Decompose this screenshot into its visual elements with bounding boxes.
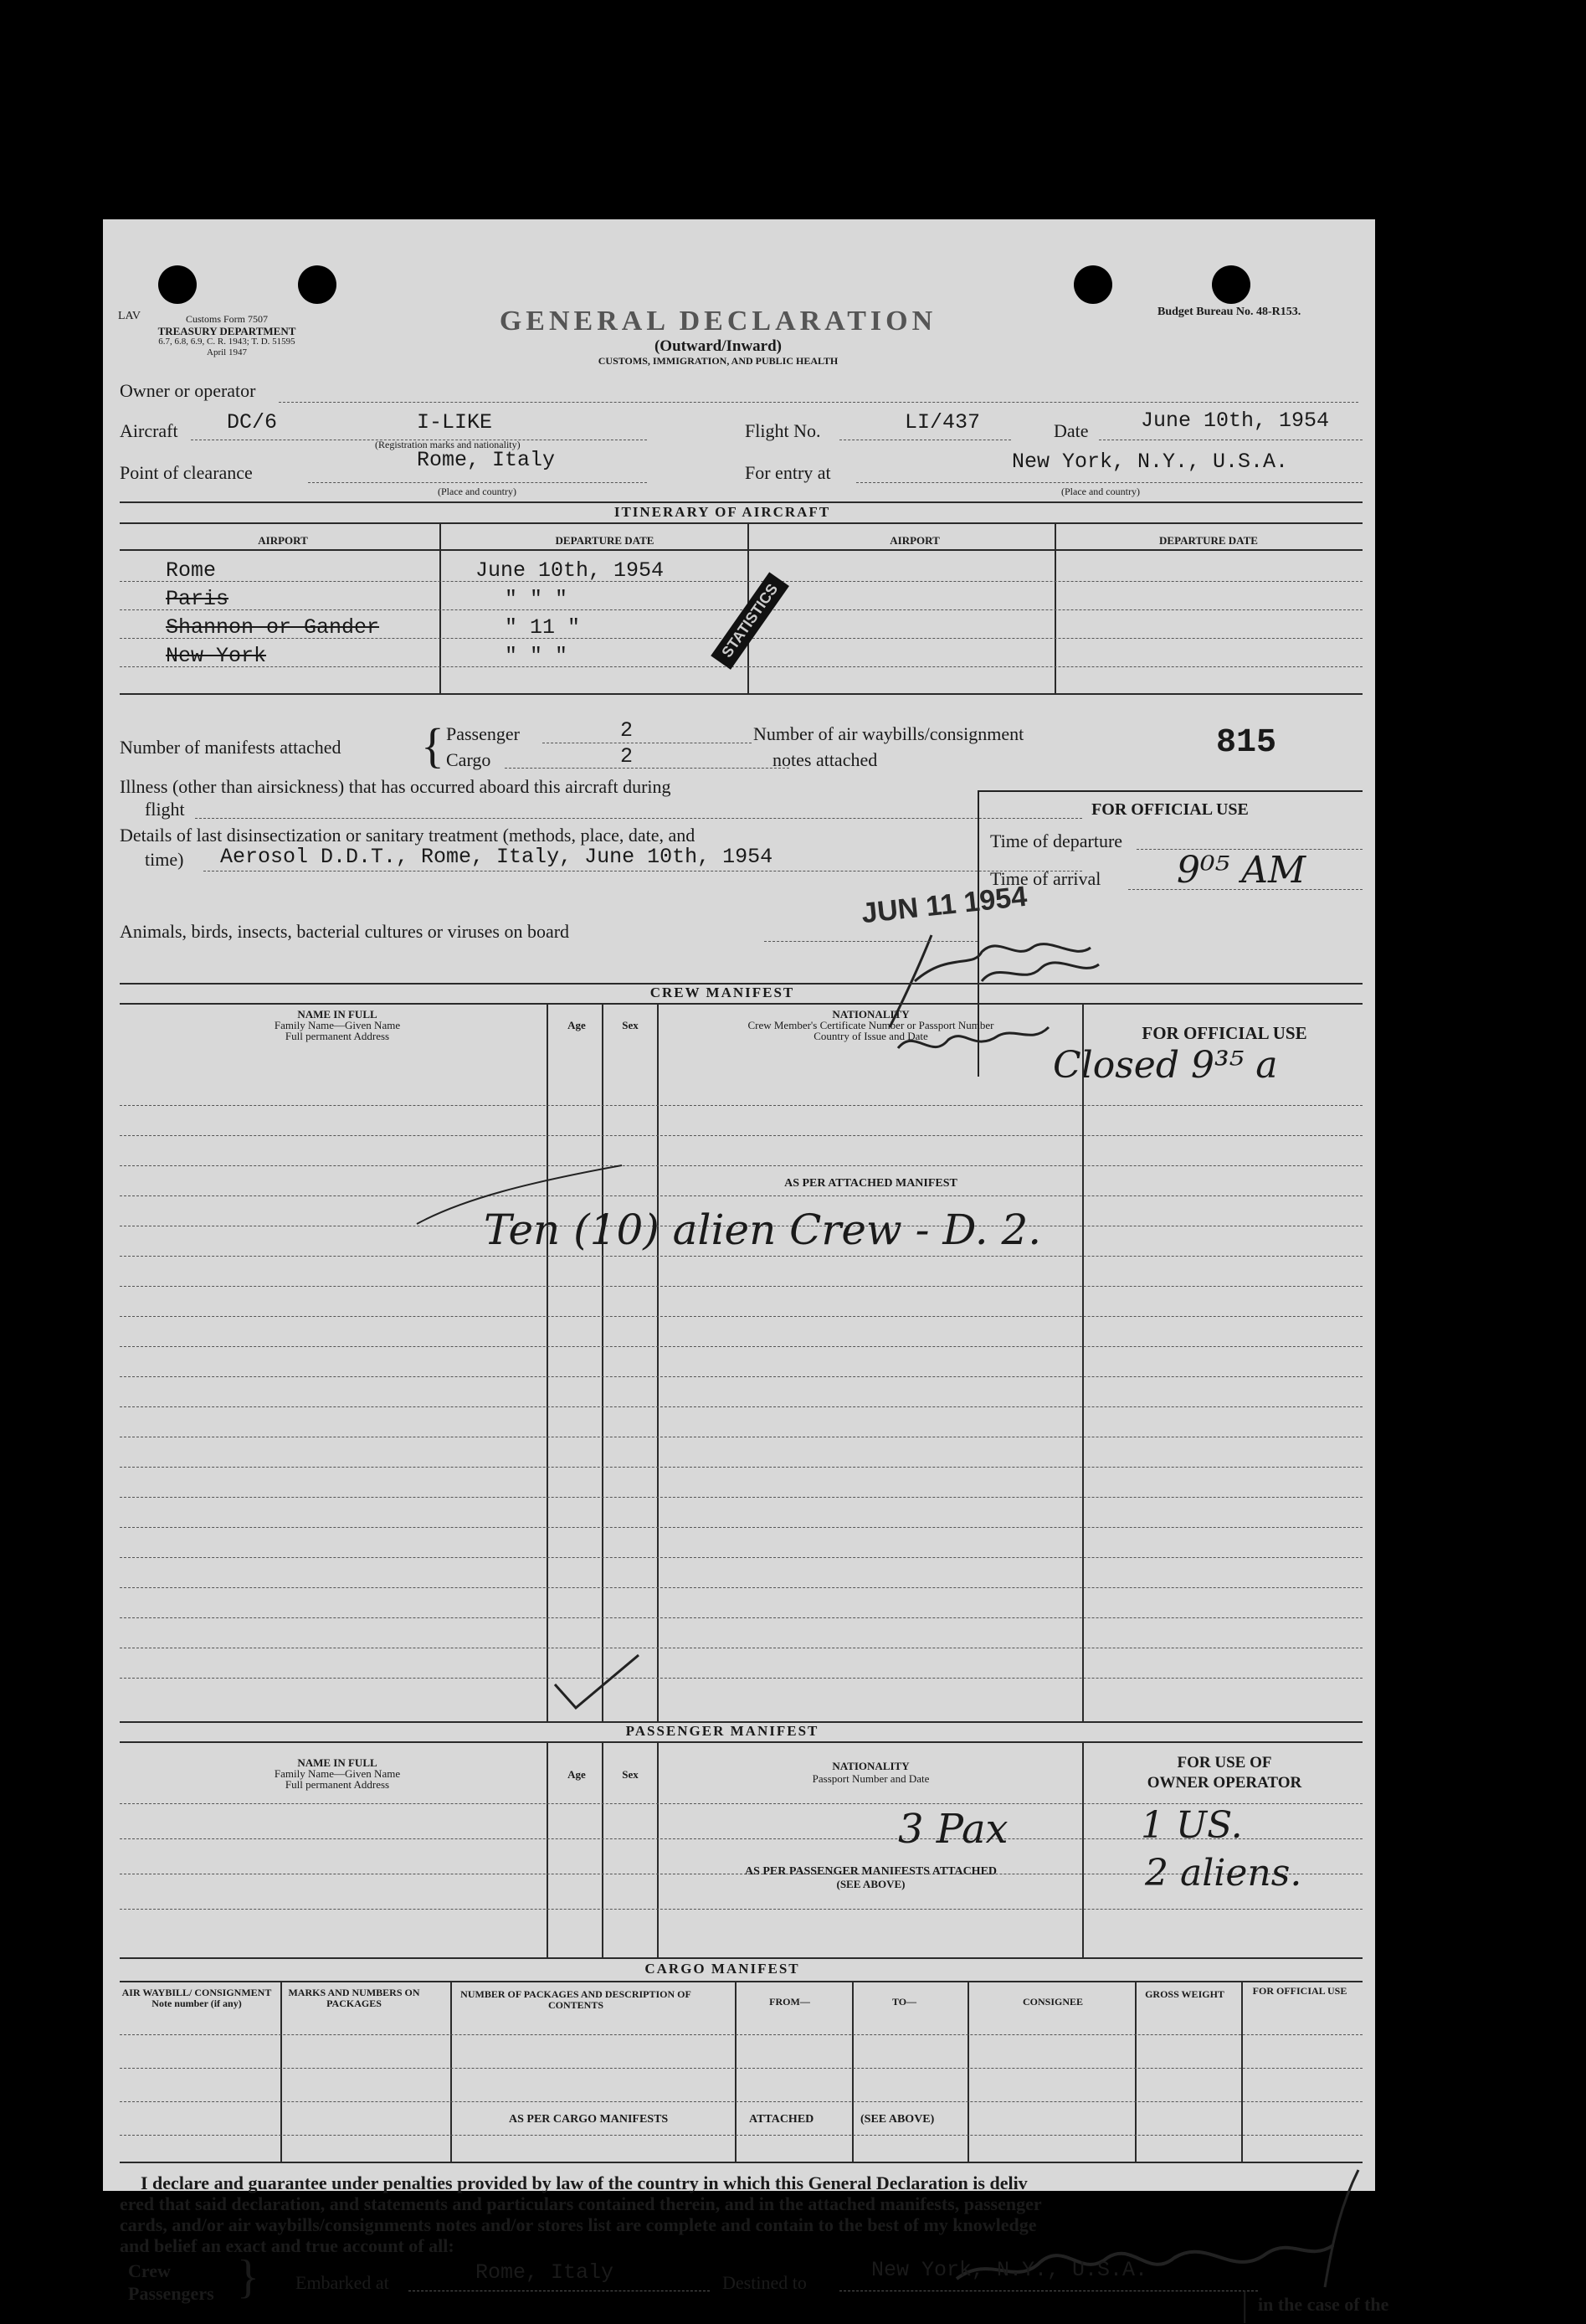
registration-caption: (Registration marks and nationality) bbox=[375, 439, 521, 450]
itinerary-divider bbox=[1055, 522, 1056, 694]
declaration-line-1: I declare and guarantee under penalties provided by law of the country in which this General Declaration is deliv bbox=[141, 2172, 1028, 2193]
form-subtitle-2: CUSTOMS, IMMIGRATION, AND PUBLIC HEALTH bbox=[598, 355, 839, 367]
itinerary-airport: Paris bbox=[166, 587, 229, 611]
departure-time-label: Time of departure bbox=[990, 830, 1123, 851]
passenger-col-name-2: Family Name—Given Name bbox=[274, 1767, 401, 1780]
crew-col-nationality-2: Crew Member's Certificate Number or Passport Number bbox=[747, 1019, 994, 1031]
punch-hole bbox=[298, 265, 336, 304]
cargo-col-weight: GROSS WEIGHT bbox=[1145, 1988, 1224, 2000]
animals-label: Animals, birds, insects, bacterial cultures or viruses on board bbox=[120, 921, 570, 942]
crew-row-line bbox=[120, 1286, 1363, 1287]
crew-row-line bbox=[120, 1467, 1363, 1468]
form-subtitle: (Outward/Inward) bbox=[654, 337, 782, 355]
footer-brace: } bbox=[237, 2251, 259, 2303]
entry-line bbox=[856, 482, 1363, 483]
crew-divider bbox=[602, 1003, 603, 1721]
crew-col-sex: Sex bbox=[622, 1019, 639, 1031]
crew-title-rule bbox=[120, 1003, 1363, 1005]
clearance-caption: (Place and country) bbox=[438, 486, 516, 497]
passenger-row-line bbox=[120, 1909, 1363, 1910]
form-number: Customs Form 7507 bbox=[185, 313, 268, 325]
arrival-time-line bbox=[1128, 889, 1363, 890]
cargo-col-marks: MARKS AND NUMBERS ON PACKAGES bbox=[288, 1987, 420, 2009]
itinerary-row-line bbox=[120, 609, 1363, 610]
crew-row-line bbox=[120, 1678, 1363, 1679]
form-department: TREASURY DEPARTMENT bbox=[157, 325, 296, 337]
crew-row-line bbox=[120, 1316, 1363, 1317]
owner-use-label: FOR USE OF bbox=[1177, 1754, 1272, 1771]
itinerary-row-line bbox=[120, 666, 1363, 667]
itinerary-col-departure: DEPARTURE DATE bbox=[555, 534, 654, 547]
registration-value: I-LIKE bbox=[417, 410, 493, 434]
owner-label: Owner or operator bbox=[120, 380, 256, 401]
destined-value: New York, N.Y., U.S.A. bbox=[871, 2258, 1148, 2282]
declaration-signature bbox=[940, 2162, 1375, 2304]
cargo-count-label: Cargo bbox=[446, 749, 491, 770]
crew-row-line bbox=[120, 1105, 1363, 1106]
crew-col-name-3: Full permanent Address bbox=[285, 1030, 390, 1042]
passenger-count-value: 2 bbox=[620, 718, 634, 743]
budget-number: Budget Bureau No. 48-R153. bbox=[1157, 306, 1301, 318]
owner-use-label-2: OWNER OPERATOR bbox=[1147, 1774, 1302, 1792]
itinerary-airport: Rome bbox=[166, 558, 217, 583]
embarked-label: Embarked at bbox=[295, 2272, 389, 2293]
cargo-attached: ATTACHED bbox=[749, 2113, 814, 2126]
official-use-title: FOR OFFICIAL USE bbox=[1091, 800, 1249, 819]
crew-official-note: Closed 9³⁵ a bbox=[1053, 1044, 1278, 1087]
crew-row-line bbox=[120, 1617, 1363, 1618]
itinerary-row-line bbox=[120, 581, 1363, 582]
passenger-divider bbox=[657, 1741, 659, 1957]
passenger-col-age: Age bbox=[567, 1768, 586, 1781]
date-label: Date bbox=[1054, 420, 1089, 441]
passengers-footer-label: Passengers bbox=[128, 2283, 214, 2304]
crew-divider bbox=[657, 1003, 659, 1721]
entry-caption: (Place and country) bbox=[1061, 486, 1140, 497]
cargo-count-value: 2 bbox=[620, 744, 634, 769]
waybills-label-2: notes attached bbox=[772, 749, 878, 770]
crew-col-name-2: Family Name—Given Name bbox=[274, 1019, 401, 1031]
itinerary-bottom-border bbox=[120, 693, 1363, 695]
cargo-row-line bbox=[120, 2135, 1363, 2136]
itinerary-date: " " " bbox=[505, 587, 568, 611]
flight-value: LI/437 bbox=[905, 410, 981, 434]
cargo-row-line bbox=[120, 2101, 1363, 2102]
cargo-col-consignee: CONSIGNEE bbox=[1022, 1996, 1084, 2008]
punch-hole bbox=[158, 265, 197, 304]
waybills-value: 815 bbox=[1216, 724, 1277, 762]
passenger-per-manifest-2: (SEE ABOVE) bbox=[836, 1878, 906, 1890]
passenger-col-name: NAME IN FULL bbox=[297, 1756, 377, 1769]
crew-row-line bbox=[120, 1376, 1363, 1377]
cargo-col-to: TO— bbox=[891, 1996, 917, 2008]
illness-label-2: flight bbox=[145, 799, 185, 820]
itinerary-col-airport: AIRPORT bbox=[258, 534, 308, 547]
crew-pen-stroke bbox=[413, 1157, 630, 1257]
cargo-see-above: (SEE ABOVE) bbox=[860, 2113, 935, 2126]
clearance-label: Point of clearance bbox=[120, 462, 253, 483]
crew-row-line bbox=[120, 1195, 1363, 1196]
owner-line bbox=[279, 402, 1358, 403]
cargo-title-rule bbox=[120, 1981, 1363, 1982]
itinerary-divider bbox=[439, 522, 441, 694]
crew-divider bbox=[1082, 1003, 1084, 1721]
itinerary-date: " 11 " bbox=[505, 615, 581, 640]
crew-title: CREW MANIFEST bbox=[649, 985, 795, 1000]
cargo-row-line bbox=[120, 2034, 1363, 2035]
statistics-stamp: STATISTICS bbox=[711, 572, 789, 670]
punch-hole bbox=[1212, 265, 1250, 304]
passenger-bottom-border bbox=[120, 1957, 1363, 1959]
passenger-title-rule bbox=[120, 1741, 1363, 1743]
passenger-count-label: Passenger bbox=[446, 723, 520, 744]
manifests-label: Number of manifests attached bbox=[120, 737, 341, 758]
itinerary-col-airport-2: AIRPORT bbox=[890, 534, 940, 547]
passenger-col-nationality: NATIONALITY bbox=[832, 1760, 910, 1772]
declaration-line-4: and belief an exact and true account of all: bbox=[120, 2235, 454, 2256]
passenger-note-2: 2 aliens. bbox=[1145, 1852, 1302, 1895]
itinerary-airport: Shannon or Gander bbox=[166, 615, 380, 640]
itinerary-title: ITINERARY OF AIRCRAFT bbox=[613, 504, 831, 520]
aircraft-label: Aircraft bbox=[120, 420, 178, 441]
itinerary-header-rule bbox=[120, 549, 1363, 551]
declaration-form bbox=[103, 219, 1389, 2324]
crew-handwritten-note: Ten (10) alien Crew - D. 2. bbox=[484, 1206, 1042, 1254]
form-title: GENERAL DECLARATION bbox=[499, 306, 937, 337]
itinerary-rule bbox=[120, 522, 1363, 524]
crew-col-nationality: NATIONALITY bbox=[832, 1008, 910, 1021]
itinerary-col-departure-2: DEPARTURE DATE bbox=[1159, 534, 1258, 547]
crew-per-manifest: AS PER ATTACHED MANIFEST bbox=[784, 1177, 957, 1190]
check-mark bbox=[551, 1651, 643, 1718]
disinsect-line bbox=[203, 871, 1082, 872]
passenger-divider bbox=[1082, 1741, 1084, 1957]
form-regs: 6.7, 6.8, 6.9, C. R. 1943; T. D. 51595 bbox=[158, 337, 295, 347]
illness-label: Illness (other than airsickness) that has occurred aboard this aircraft during bbox=[120, 776, 671, 797]
clearance-line bbox=[308, 482, 647, 483]
crew-col-name: NAME IN FULL bbox=[297, 1008, 377, 1021]
itinerary-airport: New York bbox=[166, 644, 267, 668]
crew-row-line bbox=[120, 1256, 1363, 1257]
flight-label: Flight No. bbox=[745, 420, 821, 441]
animals-line bbox=[764, 941, 978, 942]
passenger-col-nationality-2: Passport Number and Date bbox=[812, 1772, 930, 1785]
crew-row-line bbox=[120, 1557, 1363, 1558]
crew-col-nationality-3: Country of Issue and Date bbox=[814, 1030, 928, 1042]
declaration-line-2: ered that said declaration, and statements and particulars contained therein, and in the attached manifests, passenger bbox=[120, 2193, 1042, 2214]
crew-official-use: FOR OFFICIAL USE bbox=[1142, 1023, 1307, 1043]
passenger-per-manifest: AS PER PASSENGER MANIFESTS ATTACHED bbox=[744, 1865, 998, 1878]
date-received-stamp: JUN 11 1954 bbox=[860, 880, 1029, 930]
crew-row-line bbox=[120, 1135, 1363, 1136]
footer-text: in the case of the bbox=[1258, 2294, 1389, 2315]
arrival-time-value: 9⁰⁵ AM bbox=[1177, 849, 1306, 892]
destined-label: Destined to bbox=[722, 2272, 807, 2293]
cargo-col-from: FROM— bbox=[769, 1996, 810, 2008]
crew-row-line bbox=[120, 1497, 1363, 1498]
itinerary-date: " " " bbox=[505, 644, 568, 668]
cargo-row-line bbox=[120, 2068, 1363, 2069]
punch-hole bbox=[1074, 265, 1112, 304]
crew-row-line bbox=[120, 1587, 1363, 1588]
entry-value: New York, N.Y., U.S.A. bbox=[1012, 450, 1289, 474]
entry-label: For entry at bbox=[745, 462, 831, 483]
footer-bracket: | bbox=[1241, 2285, 1249, 2324]
crew-row-line bbox=[120, 1406, 1363, 1407]
waybills-label: Number of air waybills/consignment bbox=[753, 723, 1024, 744]
cargo-col-official: FOR OFFICIAL USE bbox=[1252, 1985, 1347, 1997]
form-date: April 1947 bbox=[207, 347, 247, 357]
illness-line bbox=[195, 818, 1082, 819]
cargo-col-waybill: AIR WAYBILL/ CONSIGNMENT Note number (if any) bbox=[121, 1987, 272, 2009]
disinsect-label-2: time) bbox=[145, 849, 184, 870]
passenger-note-1: 1 US. bbox=[1141, 1804, 1243, 1847]
date-value: June 10th, 1954 bbox=[1141, 409, 1330, 433]
crew-footer-label: Crew bbox=[128, 2260, 171, 2281]
passenger-col-sex: Sex bbox=[622, 1768, 639, 1781]
passenger-count-handwritten: 3 Pax bbox=[898, 1806, 1009, 1853]
cargo-count-line bbox=[505, 768, 789, 769]
arrival-time-label: Time of arrival bbox=[990, 868, 1101, 889]
passenger-col-name-3: Full permanent Address bbox=[285, 1778, 390, 1791]
cargo-per-manifest: AS PER CARGO MANIFESTS bbox=[509, 2113, 669, 2126]
crew-col-age: Age bbox=[567, 1019, 586, 1031]
declaration-line-3: cards, and/or air waybills/consignments notes and/or stores list are complete and contain to the best of my knowledge bbox=[120, 2214, 1037, 2235]
crew-row-line bbox=[120, 1165, 1363, 1166]
cargo-col-packages: NUMBER OF PACKAGES AND DESCRIPTION OF CONTENTS bbox=[460, 1988, 691, 2011]
passenger-divider bbox=[547, 1741, 548, 1957]
aircraft-value: DC/6 bbox=[227, 410, 278, 434]
passenger-title: PASSENGER MANIFEST bbox=[625, 1723, 819, 1739]
manifests-brace: { bbox=[421, 718, 444, 773]
crew-divider bbox=[547, 1003, 548, 1721]
embarked-value: Rome, Italy bbox=[475, 2260, 614, 2285]
clearance-value: Rome, Italy bbox=[417, 448, 556, 472]
itinerary-date: June 10th, 1954 bbox=[475, 558, 665, 583]
disinsect-label: Details of last disinsectization or sanitary treatment (methods, place, date, and bbox=[120, 825, 695, 846]
disinsect-value: Aerosol D.D.T., Rome, Italy, June 10th, 1954 bbox=[220, 845, 773, 869]
crew-row-line bbox=[120, 1346, 1363, 1347]
cargo-title: CARGO MANIFEST bbox=[644, 1961, 800, 1977]
form-code: LAV bbox=[118, 310, 141, 322]
crew-row-line bbox=[120, 1527, 1363, 1528]
passenger-divider bbox=[602, 1741, 603, 1957]
itinerary-top-border bbox=[120, 501, 1363, 503]
